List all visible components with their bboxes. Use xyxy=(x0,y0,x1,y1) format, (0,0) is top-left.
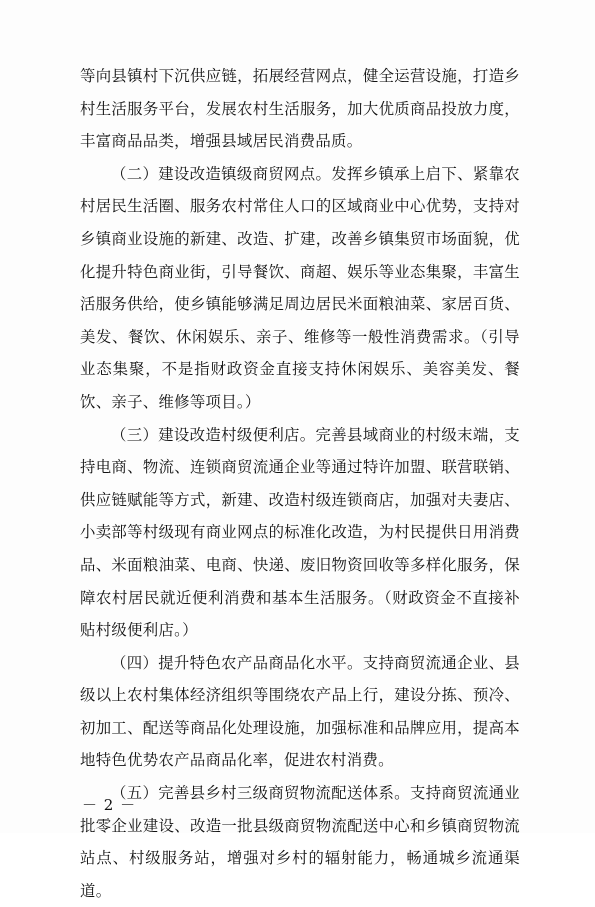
paragraph-5: （五）完善县乡村三级商贸物流配送体系。支持商贸流通业批零企业建设、改造一批县级商贸物流配送中心和乡镇商贸物流站点、村级服务站，增强对乡村的辐射能力，畅通城乡流通渠道。 xyxy=(80,784,520,900)
paragraph-2: （二）建设改造镇级商贸网点。发挥乡镇承上启下、紧靠农村居民生活圈、服务农村常住人口的区域商业中心优势，支持对乡镇商业设施的新建、改造、扩建，改善乡镇集贸市场面貌，优化提升特色商业街，引导餐饮、商超、娱乐等业态集聚，丰富生活服务供给，使乡镇能够满足周边居民米面粮油菜、家居百货、美发、餐饮、休闲娱乐、亲子、维修等一般性消费需求。（引导业态集聚，不是指财政资金直接支持休闲娱乐、美容美发、餐饮、亲子、维修等项目。） xyxy=(80,164,520,411)
paragraph-4: （四）提升特色农产品商品化水平。支持商贸流通企业、县级以上农村集体经济组织等围绕农产品上行，建设分拣、预冷、初加工、配送等商品化处理设施，加强标准和品牌应用，提高本地特色优势农产品商品化率，促进农村消费。 xyxy=(80,653,520,770)
paragraph-3: （三）建设改造村级便利店。完善县域商业的村级末端，支持电商、物流、连锁商贸流通企业等通过特许加盟、联营联销、供应链赋能等方式，新建、改造村级连锁商店，加强对夫妻店、小卖部等村级现有商业网点的标准化改造，为村民提供日用消费品、米面粮油菜、电商、快递、废旧物资回收等多样化服务，保障农村居民就近便利消费和基本生活服务。（财政资金不直接补贴村级便利店。） xyxy=(80,425,520,640)
document-body xyxy=(80,60,520,907)
paragraph-1: 等向县镇村下沉供应链，拓展经营网点，健全运营设施，打造乡村生活服务平台，发展农村生活服务，加大优质商品投放力度，丰富商品品类，增强县域居民消费品质。 xyxy=(80,67,520,151)
page-number: － 2 － xyxy=(82,796,137,814)
